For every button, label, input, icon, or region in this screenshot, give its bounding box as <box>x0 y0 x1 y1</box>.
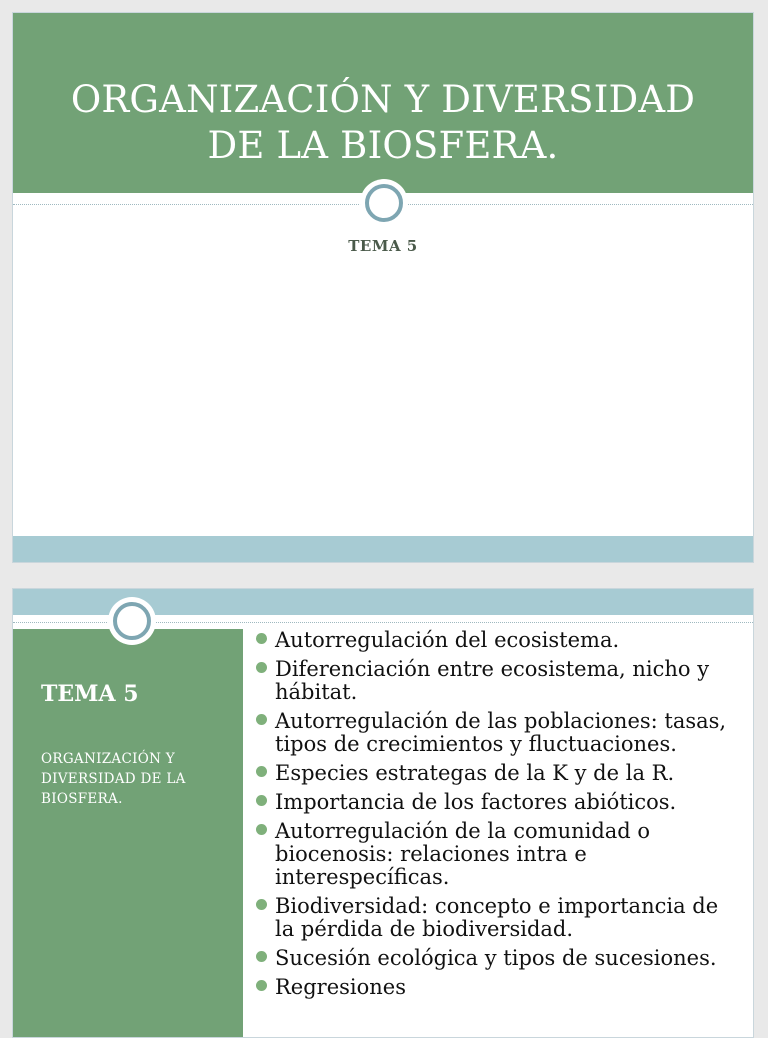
title-slide <box>12 12 754 563</box>
bullet-item <box>253 976 743 999</box>
bullet-dot-icon <box>256 633 267 644</box>
bullet-item <box>253 658 743 704</box>
bullet-dot-icon <box>256 714 267 725</box>
bullet-list <box>253 629 743 1005</box>
side-title: TEMA 5 <box>41 681 139 707</box>
bullet-text: Autorregulación de las poblaciones: tasas, tipos de crecimientos y fluctuaciones. <box>275 709 727 756</box>
ring-ornament-icon <box>365 184 403 222</box>
bullet-dot-icon <box>256 951 267 962</box>
bullet-dot-icon <box>256 766 267 777</box>
slide-title <box>13 77 753 169</box>
bullet-text: Importancia de los factores abióticos. <box>275 790 677 814</box>
bullet-text: Diferenciación entre ecosistema, nicho y hábitat. <box>275 657 710 704</box>
slide-title-line-2: DE LA BIOSFERA. <box>207 124 559 167</box>
bullet-text: Regresiones <box>275 975 407 999</box>
bullet-dot-icon <box>256 824 267 835</box>
bullet-dot-icon <box>256 899 267 910</box>
bullet-item <box>253 947 743 970</box>
bullet-text: Autorregulación de la comunidad o biocenosis: relaciones intra e interespecíficas. <box>275 819 651 889</box>
slide-title-line-1: ORGANIZACIÓN Y DIVERSIDAD <box>70 78 696 121</box>
footer-band <box>13 536 753 562</box>
bullet-dot-icon <box>256 662 267 673</box>
bullet-item <box>253 762 743 785</box>
content-slide <box>12 588 754 1038</box>
slide-subtitle: TEMA 5 <box>348 237 418 255</box>
bullet-item <box>253 791 743 814</box>
bullet-text: Autorregulación del ecosistema. <box>275 628 620 652</box>
bullet-item <box>253 629 743 652</box>
side-subtitle: ORGANIZACIÓN Y DIVERSIDAD DE LA BIOSFERA. <box>41 751 186 807</box>
bullet-dot-icon <box>256 795 267 806</box>
bullet-item <box>253 820 743 889</box>
bullet-dot-icon <box>256 980 267 991</box>
ring-ornament-icon <box>113 602 151 640</box>
bullet-text: Especies estrategas de la K y de la R. <box>275 761 675 785</box>
bullet-item <box>253 710 743 756</box>
bullet-item <box>253 895 743 941</box>
bullet-text: Sucesión ecológica y tipos de sucesiones. <box>275 946 717 970</box>
bullet-text: Biodiversidad: concepto e importancia de la pérdida de biodiversidad. <box>275 894 719 941</box>
